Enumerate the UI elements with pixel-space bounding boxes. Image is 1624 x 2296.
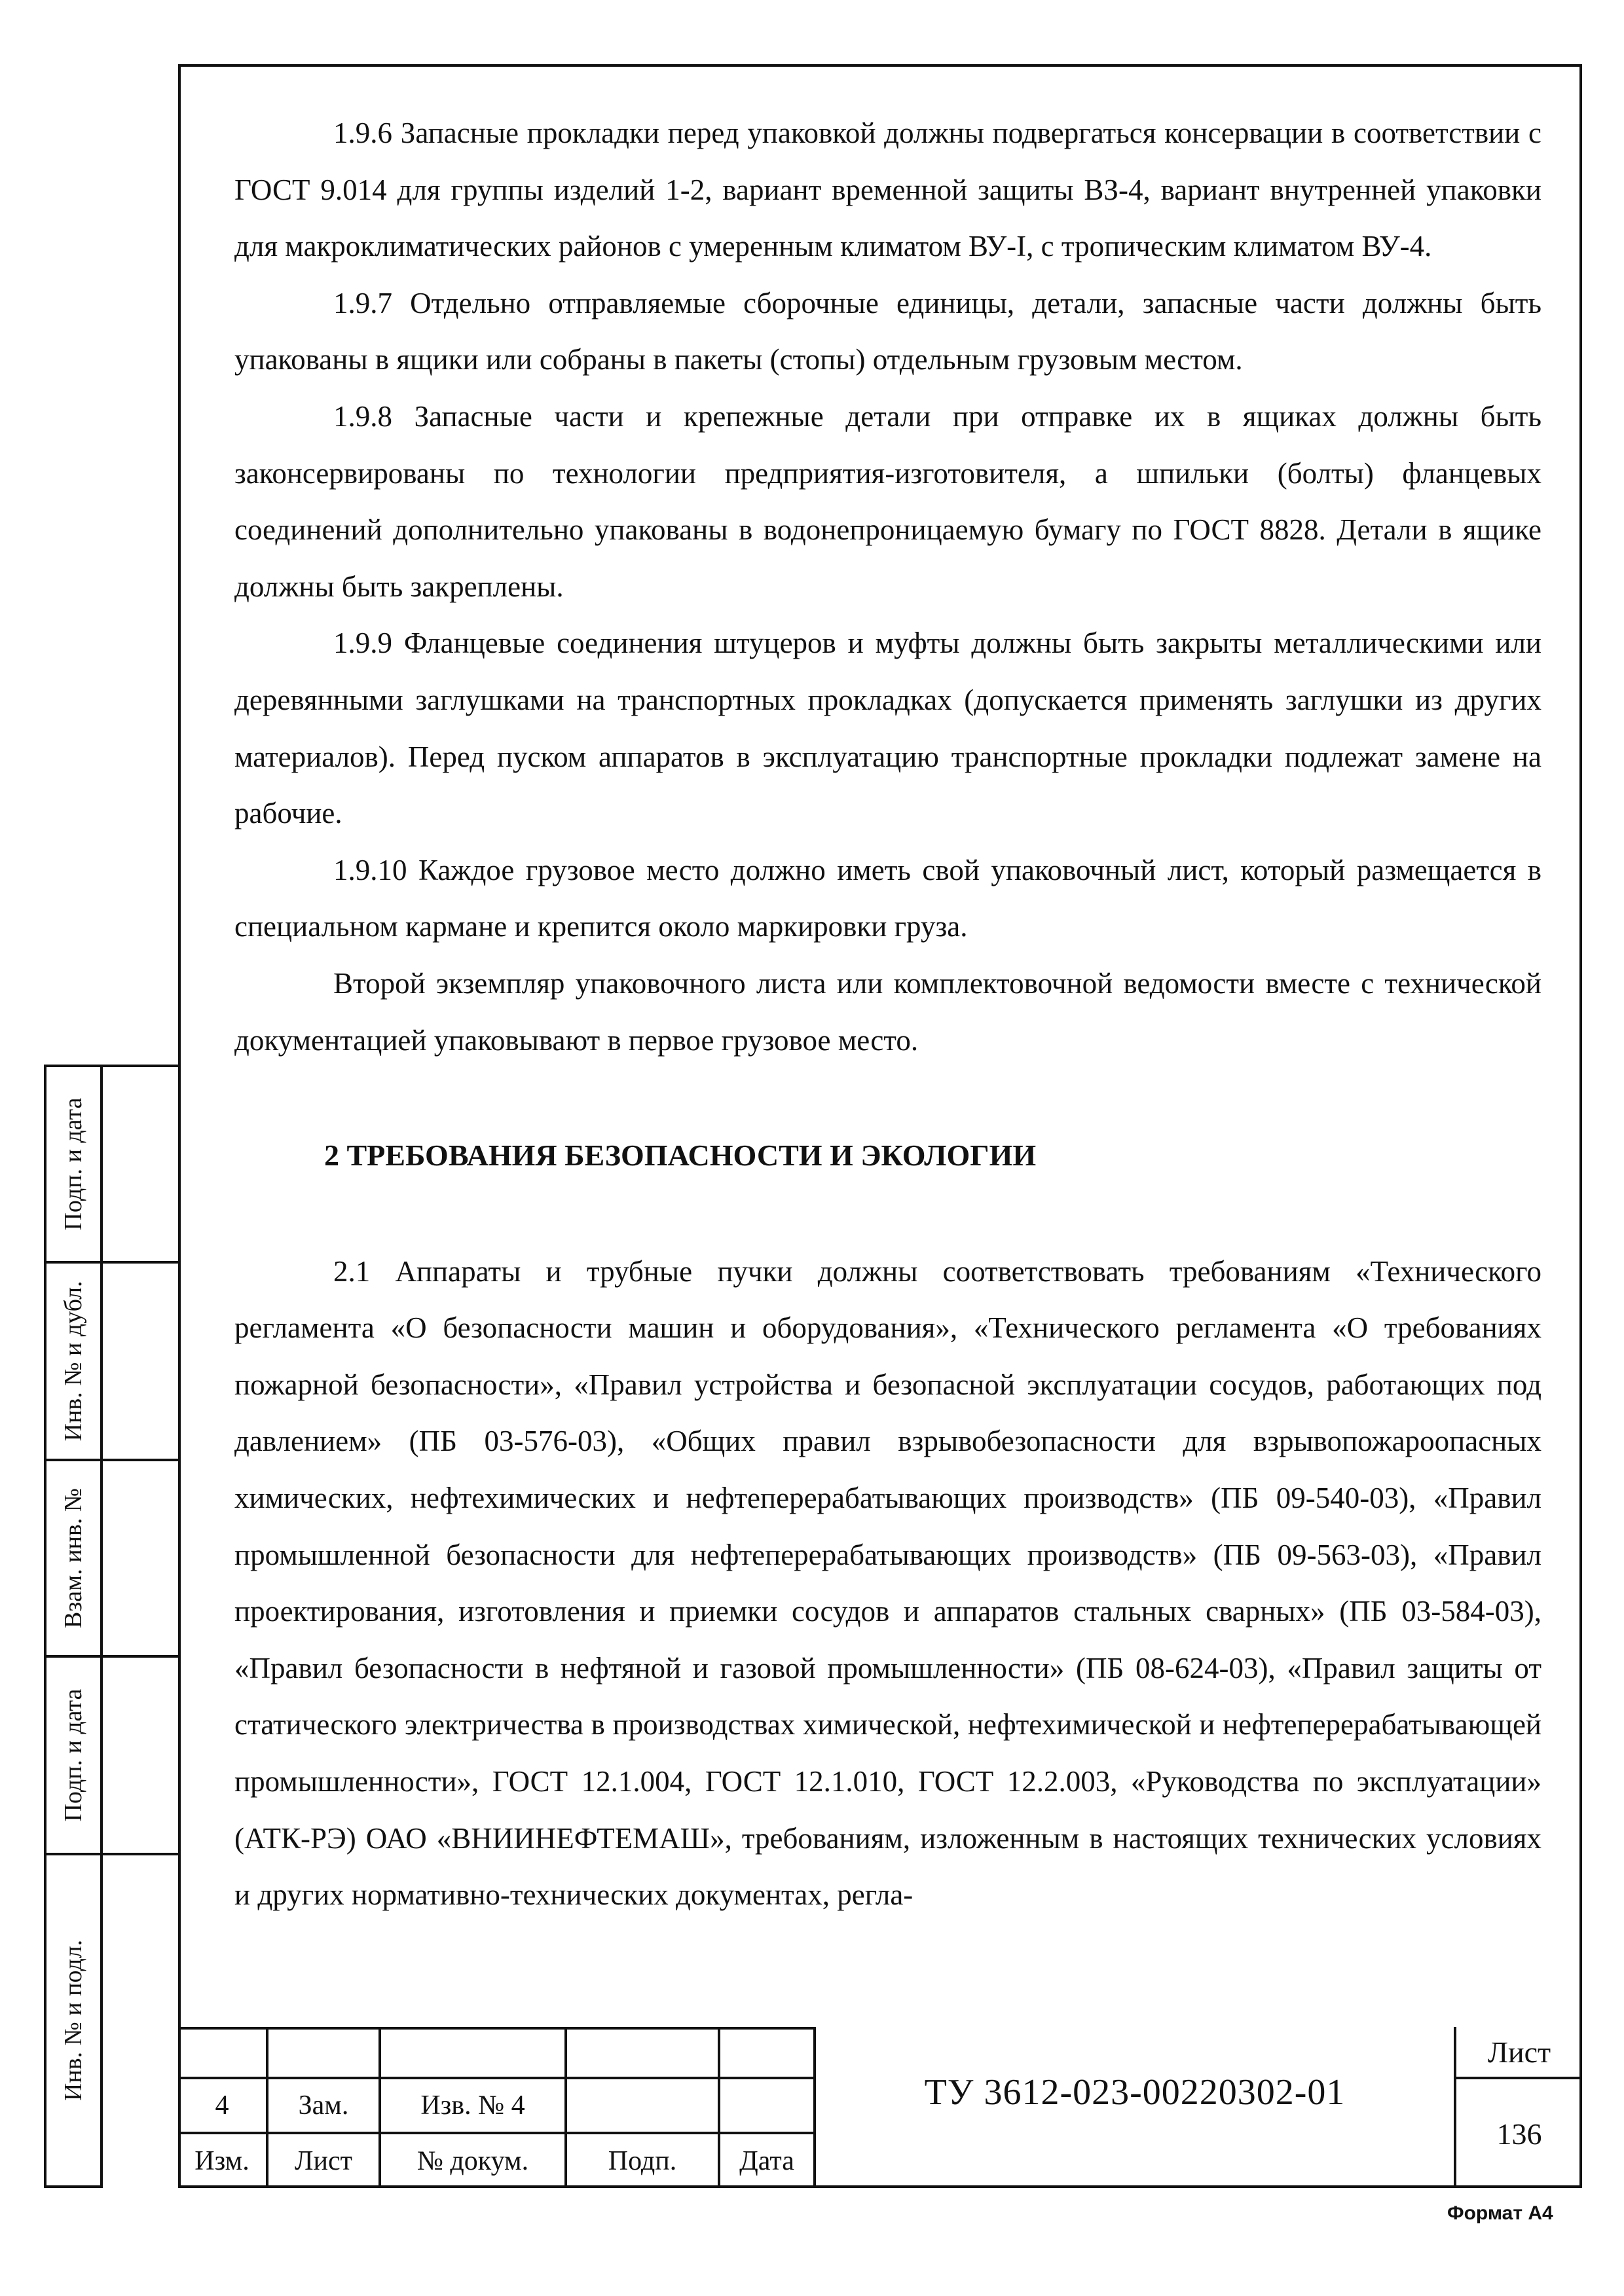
paragraph-1-9-10: 1.9.10 Каждое грузовое место должно иметь свой упаковочный лист, который размещается в специальном кармане и крепится около маркировки груза.	[234, 853, 1541, 943]
title-block	[178, 2027, 1582, 2188]
strip-cell-replace-inv	[44, 1459, 103, 1655]
strip-label-sign-date: Подп. и дата	[60, 1097, 87, 1231]
strip-cell-sign-date	[44, 1065, 103, 1261]
change-notice: Изв. № 4	[420, 2090, 525, 2121]
binding-strip	[44, 1065, 178, 2188]
paragraph-2-1: 2.1 Аппараты и трубные пучки должны соответствовать требованиям «Технического регламента «О безопасности машин и оборудования», «Технического регламента «О требованиях пожарной безопасности», «Правил устройства и безопасной эксплуатации сосудов, работающих под давлением» (ПБ 03-576-03), «Общих правил взрывобезопасности для взрывопожароопасных химических, нефтехимических и нефтеперерабатывающих производств» (ПБ 09-540-03), «Правил промышленной безопасности для нефтеперерабатывающих производств» (ПБ 09-563-03), «Правил проектирования, изготовления и приемки сосудов и аппаратов стальных сварных» (ПБ 03-584-03), «Правил безопасности в нефтяной и газовой промышленности» (ПБ 08-624-03), «Правил защиты от статического электричества в производствах химической, нефтехимической и нефтеперерабатывающей промышленности», ГОСТ 12.1.004, ГОСТ 12.1.010, ГОСТ 12.2.003, «Руководства по эксплуатации» (АТК-РЭ) ОАО «ВНИИНЕФТЕМАШ», требованиям, изложенным в настоящих технических условиях и других нормативно-технических документах, регла-	[234, 1254, 1541, 1912]
paragraph-1-9-7: 1.9.7 Отдельно отправляемые сборочные единицы, детали, запасные части должны быть упакованы в ящики или собраны в пакеты (стопы) отдельным грузовым местом.	[234, 286, 1541, 376]
strip-label-orig-inv: Инв. № и подл.	[60, 1939, 87, 2102]
paragraph-1-9-8: 1.9.8 Запасные части и крепежные детали при отправке их в ящиках должны быть законсервированы по технологии предприятия-изготовителя, а шпильки (болты) фланцевых соединений дополнительно упакованы в водонепроницаемую бумагу по ГОСТ 8828. Детали в ящике должны быть закреплены.	[234, 399, 1541, 603]
change-number: 4	[215, 2090, 229, 2121]
format-label: Формат А4	[1447, 2202, 1553, 2224]
paragraph-1-9-9: 1.9.9 Фланцевые соединения штуцеров и муфты должны быть закрыты металлическими или деревянными заглушками на транспортных прокладках (допускается применять заглушки из других материалов). Перед пуском аппаратов в эксплуатацию транспортные прокладки подлежат замене на рабочие.	[234, 627, 1541, 830]
sheet-number: 136	[1496, 2117, 1542, 2151]
strip-label-sign-date-2: Подп. и дата	[60, 1688, 87, 1822]
header-doc-number: № докум.	[416, 2146, 529, 2176]
paragraph-1-9-6: 1.9.6 Запасные прокладки перед упаковкой должны подвергаться консервации в соответствии с ГОСТ 9.014 для группы изделий 1-2, вариант временной защиты ВЗ-4, вариант внутренней упаковки для макроклиматических районов с умеренным климатом ВУ-I, с тропическим климатом ВУ-4.	[234, 117, 1541, 263]
strip-cell-dup-inv	[44, 1261, 103, 1459]
section-heading: 2 ТРЕБОВАНИЯ БЕЗОПАСНОСТИ И ЭКОЛОГИИ	[324, 1139, 1037, 1173]
strip-label-replace-inv: Взам. инв. №	[60, 1487, 87, 1629]
strip-cell-sign-date-2	[44, 1655, 103, 1853]
header-list: Лист	[295, 2146, 352, 2176]
header-date: Дата	[739, 2146, 794, 2176]
change-date	[720, 2079, 813, 2132]
sheet-label: Лист	[1487, 2035, 1551, 2069]
strip-cell-orig-inv	[44, 1853, 103, 2188]
strip-label-dup-inv: Инв. № и дубл.	[60, 1281, 87, 1442]
strip-value-cell	[103, 1853, 178, 2188]
change-signature	[567, 2079, 718, 2132]
paragraph-second-copy: Второй экземпляр упаковочного листа или комплектовочной ведомости вместе с технической документацией упаковывают в первое грузовое место.	[234, 966, 1541, 1057]
header-signature: Подп.	[608, 2146, 677, 2176]
change-type: Зам.	[298, 2090, 349, 2121]
strip-value-cell	[103, 1459, 178, 1655]
document-code: ТУ 3612-023-00220302-01	[924, 2072, 1346, 2113]
header-izm: Изм.	[194, 2146, 249, 2176]
strip-value-cell	[103, 1261, 178, 1459]
strip-value-cell	[103, 1655, 178, 1853]
strip-value-cell	[103, 1065, 178, 1261]
document-body	[234, 105, 1541, 1923]
